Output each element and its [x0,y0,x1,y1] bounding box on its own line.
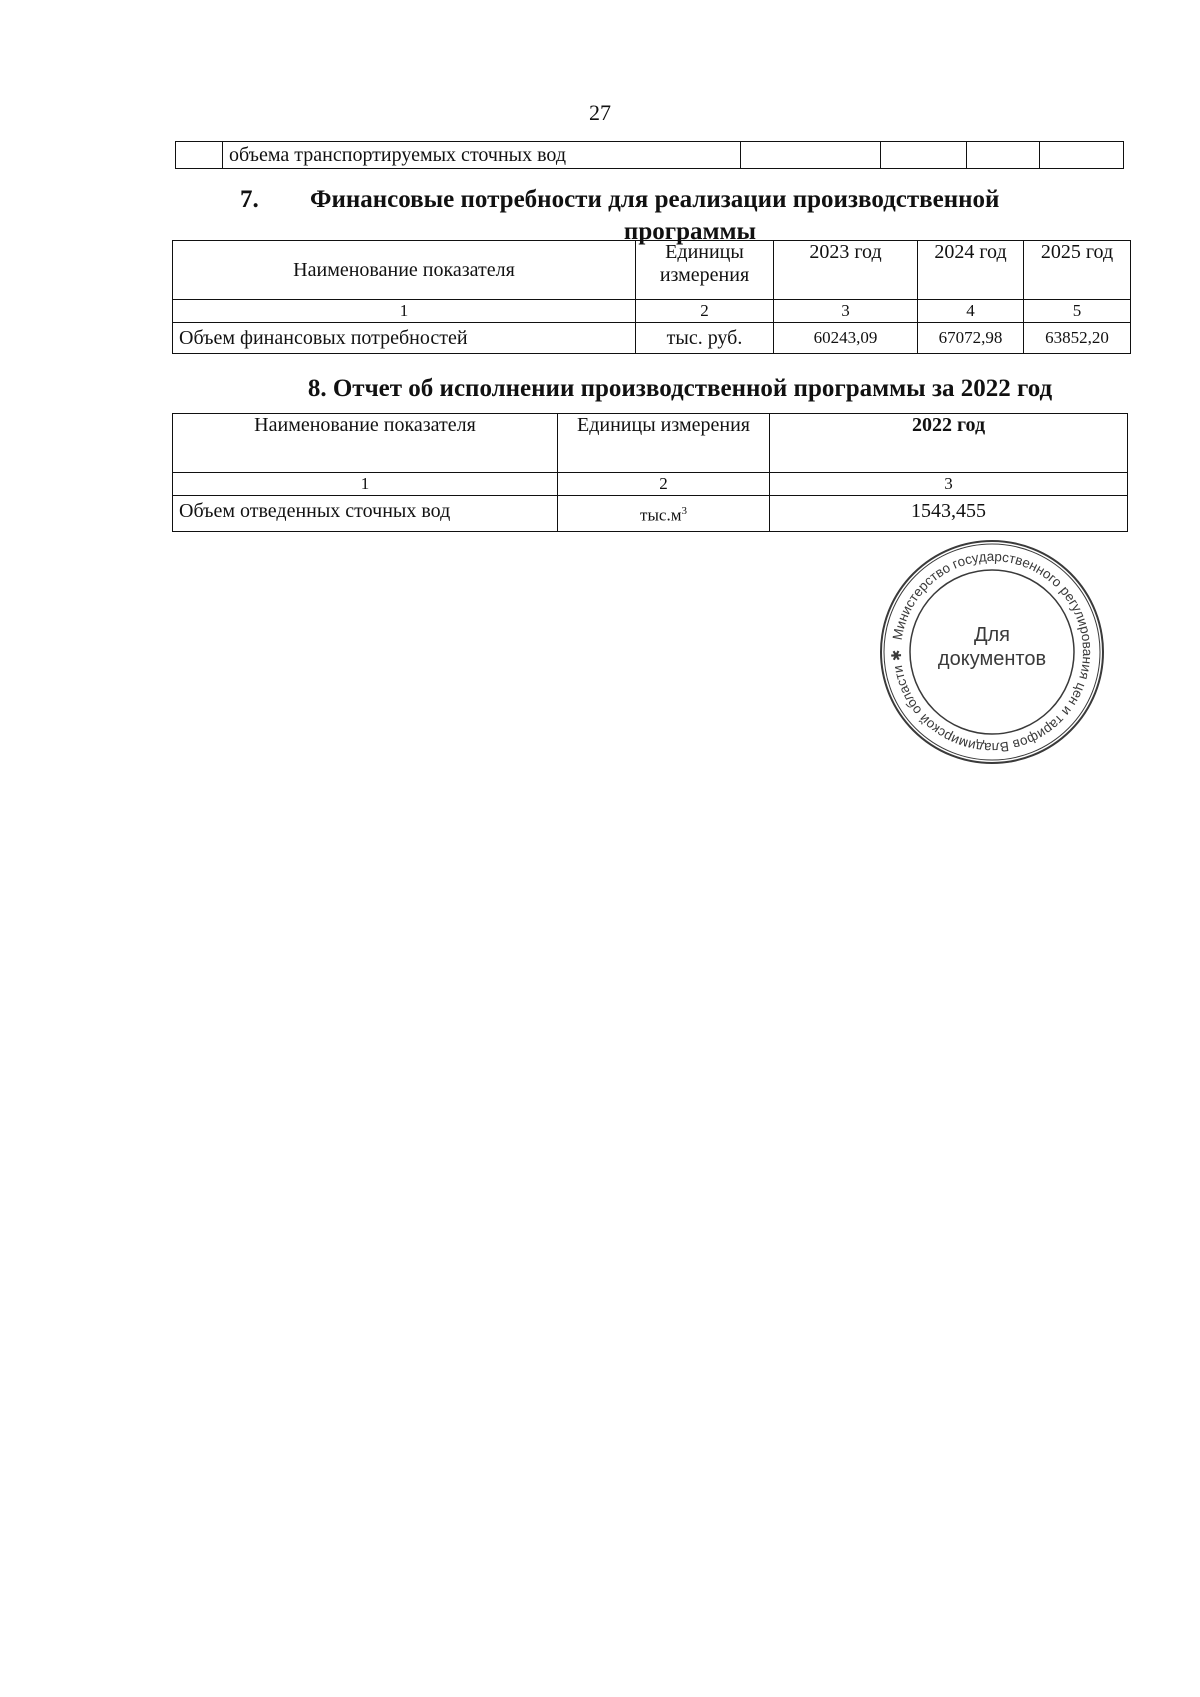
official-stamp [878,538,1106,766]
row-unit: тыс. руб. [636,323,774,354]
section-7-number: 7. [240,186,259,213]
stamp-group [881,541,1103,763]
value-2024: 67072,98 [918,323,1024,354]
table-header-row [173,414,1128,473]
financial-needs-table [172,240,1131,354]
column-index: 2 [558,473,770,496]
row-indicator-name: Объем отведенных сточных вод [173,496,558,532]
program-report-table [172,413,1128,532]
column-index: 1 [173,300,636,323]
table-cell-empty [967,142,1040,169]
section-7-title-line2: программы [623,218,757,245]
header-indicator-name: Наименование показателя [173,414,558,473]
column-index: 4 [918,300,1024,323]
column-index: 3 [774,300,918,323]
value-2023: 60243,09 [774,323,918,354]
table-row [173,496,1128,532]
table-cell-empty [741,142,881,169]
section-7-title [240,184,1120,248]
table-cell-empty [1040,142,1124,169]
table-index-row [173,300,1131,323]
column-index: 3 [770,473,1128,496]
continuation-label: объема транспортируемых сточных вод [223,142,741,169]
stamp-ring-textpath: Министерство государственного регулирования цен и тарифов Владимирской области ✱ [888,548,1096,756]
page-number: 27 [589,100,611,125]
column-index: 1 [173,473,558,496]
section-8-title: 8. Отчет об исполнении производственной программы за 2022 год [307,375,1053,402]
value-2022: 1543,455 [770,496,1128,532]
table-cell-empty [881,142,967,169]
column-index: 5 [1024,300,1131,323]
table-row [173,323,1131,354]
header-indicator-name: Наименование показателя [173,241,636,300]
header-year-2024: 2024 год [918,241,1024,300]
row-indicator-name: Объем финансовых потребностей [173,323,636,354]
section-7-title-line1: Финансовые потребности для реализации производственной [310,186,1000,213]
unit-base: тыс.м [640,505,682,525]
column-index: 2 [636,300,774,323]
stamp-center-line2: документов [937,648,1047,670]
header-units: Единицы измерения [636,241,774,300]
table-row [176,142,1124,169]
table-header-row [173,241,1131,300]
table-index-row [173,473,1128,496]
table-cell-empty [176,142,223,169]
unit-superscript: 3 [681,505,687,517]
continuation-table [175,141,1124,169]
header-year-2022: 2022 год [770,414,1128,473]
value-2025: 63852,20 [1024,323,1131,354]
header-units: Единицы измерения [558,414,770,473]
header-year-2023: 2023 год [774,241,918,300]
row-unit [558,496,770,532]
header-year-2025: 2025 год [1024,241,1131,300]
stamp-center-line1: Для [973,624,1011,646]
